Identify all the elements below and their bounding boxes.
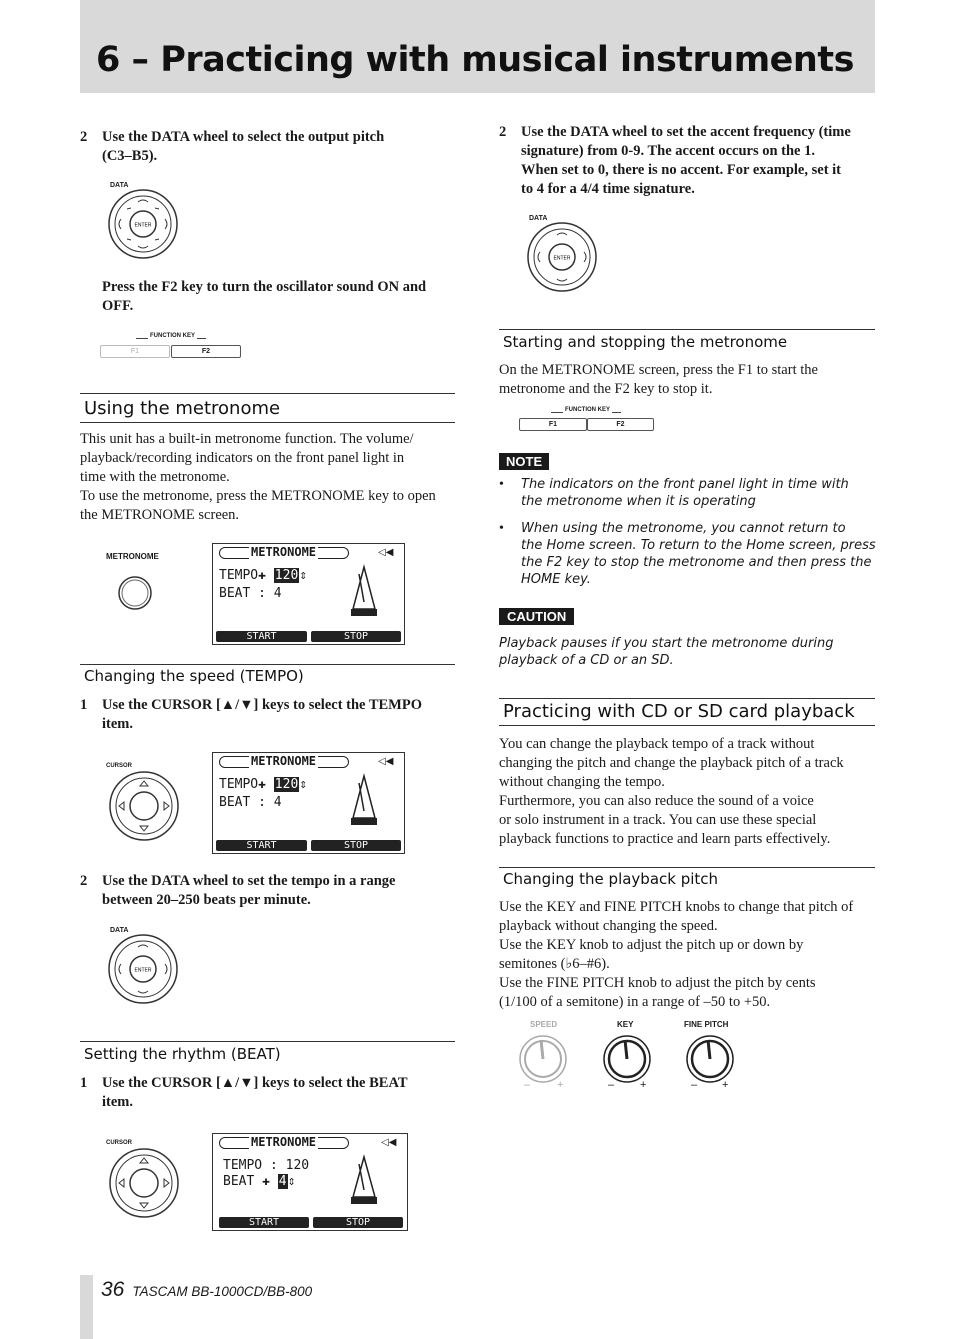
stop-softkey: STOP — [311, 840, 401, 851]
speed-knob-icon — [518, 1034, 568, 1084]
lcd-metronome-screen-2: METRONOME ◁◀ TEMPO✚ 120⇕ BEAT : 4 START STOP — [212, 752, 405, 854]
fine-pitch-knob-icon — [685, 1034, 735, 1084]
caution-text: Playback pauses if you start the metronome during playback of a CD or an SD. — [499, 636, 834, 668]
function-key-diagram: FUNCTION KEY F1 F2 — [519, 407, 655, 432]
pitch-paragraph: Use the KEY and FINE PITCH knobs to change that pitch of playback without changing the speed. Use the KEY knob to adjust the pitch up or down by semitones (♭6–#6). Use the FINE PITCH knob to adjust the pitch by cents (1/100 of a semitone) in a range of –50 to +50. — [499, 899, 854, 1010]
caution-tag: CAUTION — [499, 608, 574, 625]
step-accent-frequency: 2 Use the DATA wheel to set the accent frequency (time signature) from 0-9. The accent occurs on the 1. When set to 0, there is no accent. For example, set it to 4 for a 4/4 time signature. — [499, 124, 851, 197]
start-softkey: START — [219, 1217, 309, 1228]
lcd-metronome-screen-3: METRONOME ◁◀ TEMPO : 120 BEAT ✚ 4⇕ START STOP — [212, 1133, 408, 1231]
bullet-icon: • — [499, 521, 504, 536]
cursor-pad-icon — [106, 1147, 182, 1219]
function-key-diagram: FUNCTION KEY F1 F2 — [100, 333, 242, 359]
section-heading-cd-playback: Practicing with CD or SD card playback — [499, 698, 875, 726]
metronome-graphic-icon — [347, 564, 381, 618]
subheading-playback-pitch: Changing the playback pitch — [503, 870, 719, 888]
footer — [101, 1278, 312, 1302]
cd-playback-paragraph: You can change the playback tempo of a track without changing the pitch and change the playback pitch of a track without changing the tempo. Furthermore, you can also reduce the sound of a voice or solo instrument in a track. You can use these special playback functions to practice and learn parts effectively. — [499, 736, 844, 847]
metronome-key-label: METRONOME — [106, 552, 159, 561]
enter-label: ENTER — [134, 222, 152, 229]
stop-softkey: STOP — [311, 631, 401, 642]
chapter-title: 6 – Practicing with musical instruments — [96, 40, 854, 80]
f2-key: F2 — [171, 345, 241, 358]
note-item-1: The indicators on the front panel light in time with the metronome when it is operating — [521, 477, 849, 509]
tempo-row: TEMPO✚ 120⇕ — [219, 777, 308, 792]
speaker-icon: ◁◀ — [378, 547, 394, 558]
svg-text:ENTER: ENTER — [134, 967, 152, 974]
data-wheel-icon — [524, 221, 600, 293]
fine-pitch-knob-label: FINE PITCH — [684, 1020, 729, 1029]
metronome-graphic-icon — [347, 773, 381, 827]
step-text-line2: (C3–B5). — [102, 148, 158, 164]
step-text-line1: Use the DATA wheel to select the output pitch — [102, 129, 385, 145]
key-knob-icon — [602, 1034, 652, 1084]
note-item-2: When using the metronome, you cannot return to the Home screen. To return to the Home screen, press the F2 key to stop the metronome and then press the HOME key. — [521, 521, 876, 587]
f1-key: F1 — [519, 418, 587, 431]
note-tag: NOTE — [499, 453, 549, 470]
tempo-row: TEMPO✚ 120⇕ — [219, 568, 308, 583]
model-name: TASCAM BB-1000CD/BB-800 — [132, 1284, 313, 1299]
step-output-pitch: 2 Use the DATA wheel to select the output pitch (C3–B5). — [80, 129, 385, 164]
data-wheel-icon — [105, 188, 181, 260]
f1-key: F1 — [100, 345, 170, 358]
subheading-tempo: Changing the speed (TEMPO) — [84, 667, 304, 685]
press-f2-text: Press the F2 key to turn the oscillator sound ON and OFF. — [102, 279, 427, 314]
beat-row: BEAT ✚ 4⇕ — [223, 1174, 296, 1189]
speed-knob-label: SPEED — [530, 1020, 558, 1029]
subheading-beat: Setting the rhythm (BEAT) — [84, 1045, 281, 1063]
cursor-label: CURSOR — [106, 1140, 133, 1146]
data-wheel-label: DATA — [110, 927, 129, 934]
page-number: 36 — [101, 1278, 125, 1301]
data-wheel-label: DATA — [529, 215, 548, 222]
beat-row: BEAT : 4 — [219, 795, 282, 810]
start-softkey: START — [216, 631, 307, 642]
step-select-beat: 1 Use the CURSOR [▲/▼] keys to select the BEAT item. — [80, 1075, 408, 1110]
start-softkey: START — [216, 840, 307, 851]
metronome-key-icon — [117, 575, 153, 611]
beat-row: BEAT : 4 — [219, 586, 282, 601]
data-wheel-icon — [105, 933, 181, 1005]
cursor-pad-icon — [106, 770, 182, 842]
data-wheel-label: DATA — [110, 182, 129, 189]
section-heading-metronome: Using the metronome — [80, 393, 455, 423]
metronome-graphic-icon — [347, 1154, 381, 1206]
tempo-row: TEMPO : 120 — [223, 1158, 310, 1173]
cursor-label: CURSOR — [106, 763, 133, 769]
step-select-tempo: 1 Use the CURSOR [▲/▼] keys to select the TEMPO item. — [80, 697, 423, 732]
footer-bar — [80, 1275, 93, 1339]
svg-text:ENTER: ENTER — [553, 255, 571, 262]
key-knob-label: KEY — [617, 1020, 634, 1029]
f2-key: F2 — [587, 418, 654, 431]
speaker-icon: ◁◀ — [378, 756, 394, 767]
speaker-icon: ◁◀ — [381, 1137, 397, 1148]
start-stop-paragraph: On the METRONOME screen, press the F1 to start the metronome and the F2 key to stop it. — [499, 362, 818, 397]
bullet-icon: • — [499, 477, 504, 492]
lcd-metronome-screen-1: METRONOME ◁◀ TEMPO✚ 120⇕ BEAT : 4 START STOP — [212, 543, 405, 645]
metronome-paragraph: This unit has a built-in metronome function. The volume/ playback/recording indicators on the front panel light in time with the metronome. To use the metronome, press the METRONOME key to open the METRONOME screen. — [80, 431, 436, 523]
step-set-tempo: 2 Use the DATA wheel to set the tempo in a range between 20–250 beats per minute. — [80, 873, 396, 908]
subheading-start-stop: Starting and stopping the metronome — [503, 333, 788, 351]
stop-softkey: STOP — [313, 1217, 403, 1228]
